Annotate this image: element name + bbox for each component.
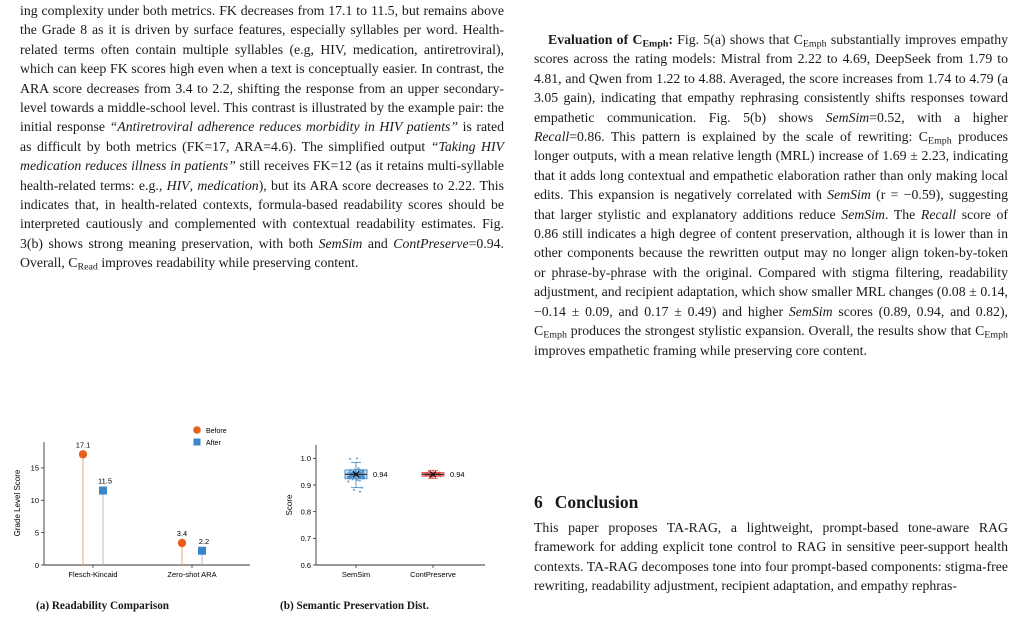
y-tick-label: 0.9 (300, 480, 311, 490)
data-point (360, 469, 362, 471)
data-point (355, 477, 357, 479)
semantic-preservation-chart (285, 445, 485, 579)
after-point (198, 547, 206, 555)
after-value-label: 2.2 (198, 536, 210, 546)
outlier-point (361, 487, 363, 489)
y-tick-label: 0 (34, 560, 39, 570)
after-value-label: 11.5 (97, 476, 113, 486)
before-point (178, 539, 186, 547)
figure-a-caption: (a) Readability Comparison (36, 600, 170, 612)
readability-chart (13, 426, 250, 579)
figure-svg (0, 420, 520, 622)
y-tick-label: 15 (30, 463, 39, 473)
data-point (354, 468, 356, 470)
legend-before-marker (193, 426, 201, 434)
readability-paragraph: ing complexity under both metrics. FK decreases from 17.1 to 11.5, but remains above the Grade 8 as it is driven by surface features, especially syllables per word. Health-related terms often contain multiple syllables (e.g, HIV, medication, antiretroviral), which can keep FK scores high even when a text is conceptually easier. In contrast, the ARA score decreases from 3.4 to 2.2, shifting the response from an upper secondary-level towards a middle-school level. This contrast is illustrated by the example pair: the initial response “Antiretroviral adherence reduces morbidity in HIV patients” is rated as difficult by both metrics (FK=17, ARA=4.6). The simplified output “Taking HIV medication reduces illness in patients” still receives FK=12 (as it retains multi-syllable health-related terms: e.g., HIV, medication), but its ARA score decreases to 2.22. This indicates that, in health-related contexts, formula-based readability scores should be interpreted cautiously and complemented with contextual readability estimates. Fig. 3(b) shows strong meaning preservation, with both SemSim and ContPreserve=0.94. Overall, $C_{Read}$ improves readability while preserving content. (20, 3, 504, 273)
median-value-label: 0.94 (450, 470, 465, 480)
data-point (362, 469, 364, 471)
y-tick-label: 0.6 (300, 560, 311, 570)
x-tick-label: ContPreserve (410, 570, 456, 579)
data-point (357, 479, 359, 481)
x-tick-label: SemSim (341, 570, 371, 579)
legend-after-label: After (206, 440, 221, 447)
data-point (359, 480, 361, 482)
data-point (363, 477, 365, 479)
conclusion-paragraph: This paper proposes TA-RAG, a lightweight, prompt-based tone-aware RAG framework for adding explicit tone control to RAG in sensitive peer-support health contexts. TA-RAG decomposes tone into four prompt-based components: stigma-free rewriting, readability adjustment, recipient adaptation, and empathy rephras- (534, 520, 1008, 594)
y-tick-label: 5 (34, 528, 39, 538)
outlier-point (349, 458, 351, 460)
data-point (358, 468, 360, 470)
data-point (352, 478, 354, 480)
right-column-text (534, 30, 1008, 360)
outlier-point (353, 489, 355, 491)
y-axis-label: Grade Level Score (13, 469, 22, 537)
data-point (428, 470, 430, 472)
y-tick-label: 1.0 (300, 454, 311, 464)
figure-3 (0, 420, 520, 622)
median-value-label: 0.94 (373, 470, 388, 480)
before-value-label: 3.4 (176, 528, 188, 538)
y-tick-label: 10 (30, 496, 39, 506)
before-value-label: 17.1 (75, 440, 91, 450)
data-point (438, 475, 440, 477)
paragraph-lead: Evaluation of $C_{Emph}$: (548, 32, 673, 50)
data-point (347, 480, 349, 482)
left-column-text (20, 1, 504, 273)
y-tick-label: 0.8 (300, 507, 311, 517)
conclusion-text (534, 518, 1008, 622)
after-point (99, 487, 107, 495)
legend-after-marker (194, 439, 201, 446)
data-point (347, 476, 349, 478)
y-tick-label: 0.7 (300, 534, 311, 544)
before-point (79, 450, 87, 458)
figure-b-caption: (b) Semantic Preservation Dist. (280, 600, 429, 612)
empathy-evaluation-paragraph: Evaluation of $C_{Emph}$: Fig. 5(a) shows that $C_{Emph}$ substantially improves empathy scores across the rating models: Mistral from 2.22 to 4.69, DeepSeek from 1.79 to 4.81, and Qwen from 1.22 to 4.88. Averaged, the score increases from 1.74 to 4.79 (a 3.05 gain), indicating that empathy rephrasing consistently shifts responses toward empathetic communication. Fig. 5(b) shows SemSim=0.52, with a higher Recall=0.86. This pattern is explained by the scale of rewriting: $C_{Emph}$ produces longer outputs, with a mean relative length (MRL) increase of 1.69 ± 2.23, indicating that it adds long contextual and empathetic elaboration rather than only making local edits. This expansion is negatively correlated with SemSim (r = −0.59), suggesting that larger stylistic and explanatory additions reduce SemSim. The Recall score of 0.86 still indicates a high degree of content preservation, although it is lower than in other components because the rewritten output may no longer align token-by-token or phrase-by-phrase with the original. Compared with stigma filtering, readability adjustment, and recipient adaptation, which show smaller MRL changes (0.08 ± 0.14, −0.14 ± 0.09, and 0.17 ± 0.49) and higher SemSim scores (0.89, 0.94, and 0.82), $C_{Emph}$ produces the strongest stylistic expansion. Overall, the results show that $C_{Emph}$ improves empathetic framing while preserving core content. (534, 32, 1008, 358)
x-tick-label: Zero-shot ARA (167, 570, 217, 579)
data-point (349, 476, 351, 478)
section-heading: 6 Conclusion (534, 492, 639, 512)
y-axis-label-b: Score (285, 494, 294, 516)
x-tick-label: Flesch-Kincaid (68, 570, 118, 579)
outlier-point (356, 457, 358, 459)
outlier-point (359, 491, 361, 493)
legend-before-label: Before (206, 428, 227, 435)
